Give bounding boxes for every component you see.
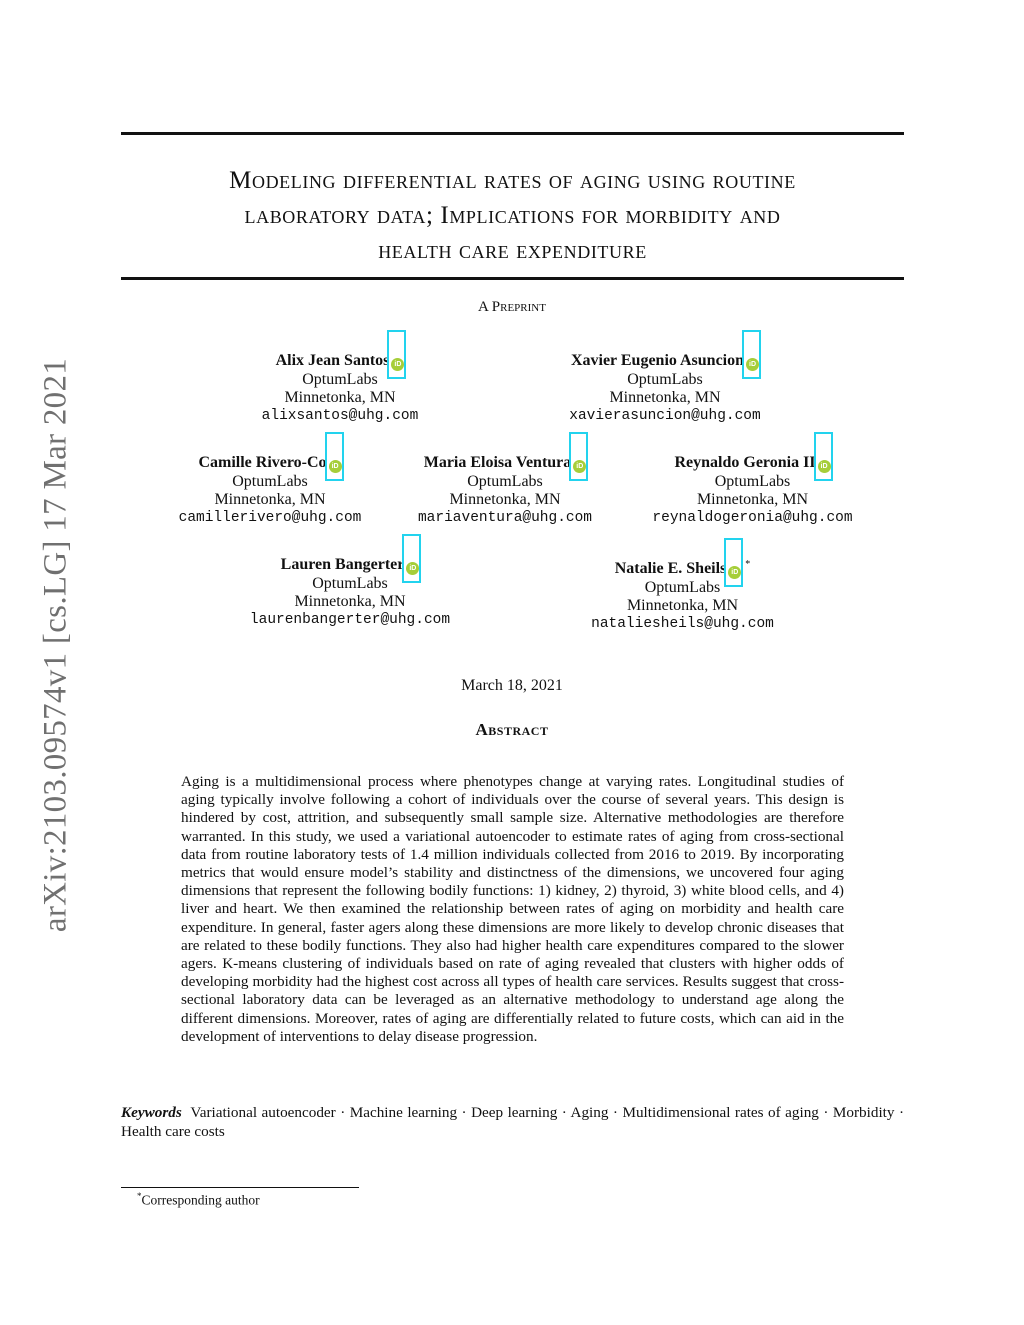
author-location: Minnetonka, MN <box>294 593 406 610</box>
author-name: Camille Rivero-Co <box>198 454 327 471</box>
author-location: Minnetonka, MN <box>626 597 739 614</box>
orcid-highlight-box <box>387 330 406 379</box>
author-location: Minnetonka, MN <box>214 491 326 508</box>
keywords-section <box>121 1103 904 1141</box>
orcid-highlight-box <box>569 432 588 481</box>
orcid-highlight-box <box>402 534 421 583</box>
author-block <box>240 556 460 629</box>
orcid-icon[interactable]: iD <box>746 358 759 371</box>
publication-date: March 18, 2021 <box>461 677 563 694</box>
arxiv-identifier: arXiv:2103.09574v1 [cs.LG] 17 Mar 2021 <box>37 357 74 933</box>
author-affiliation: OptumLabs <box>302 371 378 388</box>
author-name: Xavier Eugenio Asuncion <box>570 352 745 369</box>
author-email[interactable]: nataliesheils@uhg.com <box>591 616 774 632</box>
orcid-highlight-box <box>325 432 344 481</box>
author-location: Minnetonka, MN <box>284 389 396 406</box>
author-block <box>555 352 775 425</box>
orcid-highlight-box <box>724 538 743 587</box>
orcid-highlight-box <box>814 432 833 481</box>
footnote <box>137 1191 260 1209</box>
author-email[interactable]: xavierasuncion@uhg.com <box>569 408 761 424</box>
author-block <box>260 352 420 425</box>
author-name: Lauren Bangerter <box>280 556 405 573</box>
orcid-icon[interactable]: iD <box>391 358 404 371</box>
author-location: Minnetonka, MN <box>609 389 721 406</box>
orcid-highlight-box <box>742 330 761 379</box>
orcid-icon[interactable]: iD <box>728 566 741 579</box>
author-name: Natalie E. Sheils <box>614 560 727 577</box>
author-email[interactable]: mariaventura@uhg.com <box>417 510 593 526</box>
author-affiliation: OptumLabs <box>312 575 388 592</box>
preprint-label: A Preprint <box>478 299 546 315</box>
author-email[interactable]: camillerivero@uhg.com <box>178 510 362 526</box>
footnote-text: Corresponding author <box>141 1192 260 1208</box>
author-affiliation: OptumLabs <box>714 473 791 490</box>
corresponding-author-mark[interactable]: * <box>745 559 751 570</box>
author-block <box>640 454 865 527</box>
author-name: Reynaldo Geronia II <box>674 454 816 471</box>
title-line-2: laboratory data; Implications for morbidity and <box>244 202 781 229</box>
title-top-rule <box>121 132 904 135</box>
title-bottom-rule <box>121 277 904 280</box>
abstract-body: Aging is a multidimensional process where phenotypes change at varying rates. Longitudinal studies of aging typically involve following a cohort of individuals over the course of several years. This design is hindered by cost, attrition, and subsequently small sample size. Alternative methodologies are therefore warranted. In this study, we used a variational autoencoder to estimate rates of aging from cross-sectional data from routine laboratory tests of 1.4 million individuals collected from 2016 to 2019. By incorporating metrics that would ensure model’s stability and distinctness of the dimensions, we uncovered four aging dimensions that represent the following bodily functions: 1) kidney, 2) thyroid, 3) white blood cells, and 4) liver and heart. We then examined the relationship between rates of aging on morbidity and health care expenditure. In general, faster agers along these dimensions are more likely to develop chronic diseases that are related to these bodily functions. They also had higher health care expenditures compared to the slower agers. K-means clustering of individuals based on rate of aging revealed that clusters with higher odds of developing morbidity had the highest cost across all types of health care services. Results suggest that cross-sectional laboratory data can be leveraged as an alternative methodology to understand age along the different dimensions. Moreover, rates of aging are differentially related to future costs, which can aid in the development of interventions to delay disease progression. <box>181 773 844 1045</box>
paper-title <box>121 163 904 268</box>
author-name: Alix Jean Santos <box>275 352 390 369</box>
author-block <box>405 454 605 527</box>
author-affiliation: OptumLabs <box>467 473 543 490</box>
author-affiliation: OptumLabs <box>627 371 703 388</box>
author-email[interactable]: reynaldogeronia@uhg.com <box>652 510 853 526</box>
author-block <box>580 556 785 633</box>
abstract-heading: Abstract <box>475 720 549 739</box>
orcid-icon[interactable]: iD <box>329 460 342 473</box>
author-block <box>165 454 375 527</box>
author-affiliation: OptumLabs <box>232 473 308 490</box>
title-line-1: Modeling differential rates of aging using routine <box>229 167 796 194</box>
keywords-label: Keywords <box>121 1104 182 1121</box>
author-location: Minnetonka, MN <box>449 491 561 508</box>
keywords-list: Variational autoencoder · Machine learning · Deep learning · Aging · Multidimensional rates of aging · Morbidity · Health care costs <box>121 1104 904 1140</box>
footnote-marker: * <box>137 1191 142 1201</box>
author-name: Maria Eloisa Ventura <box>423 454 572 471</box>
author-email[interactable]: alixsantos@uhg.com <box>261 408 419 424</box>
orcid-icon[interactable]: iD <box>818 460 831 473</box>
author-location: Minnetonka, MN <box>696 491 809 508</box>
footnote-rule <box>121 1187 359 1188</box>
orcid-icon[interactable]: iD <box>406 562 419 575</box>
orcid-icon[interactable]: iD <box>573 460 586 473</box>
title-line-3: health care expenditure <box>378 237 647 264</box>
author-email[interactable]: laurenbangerter@uhg.com <box>249 612 451 628</box>
author-affiliation: OptumLabs <box>644 579 721 596</box>
